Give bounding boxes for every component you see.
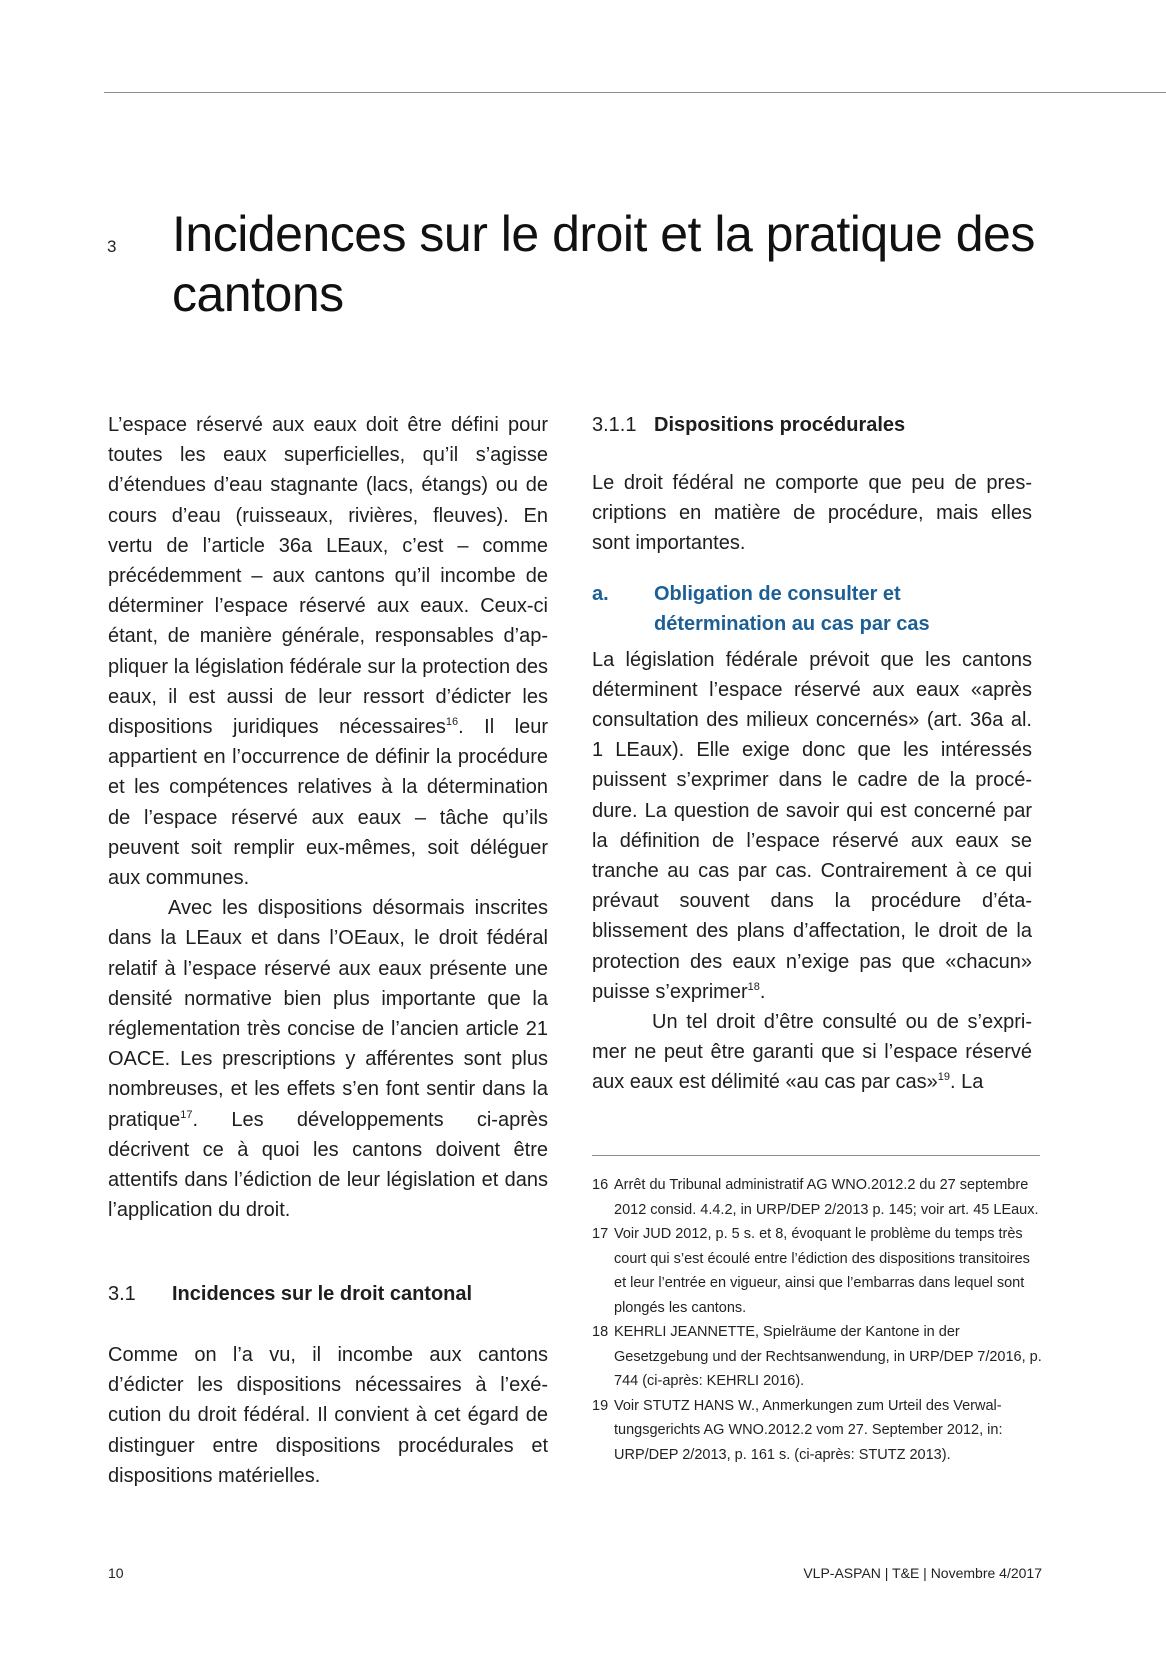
section-title: Incidences sur le droit cantonal	[172, 1283, 473, 1305]
footnote-16	[592, 1173, 1042, 1222]
footnote-rule	[592, 1155, 1040, 1156]
footnote-ref[interactable]: 19	[937, 1071, 951, 1084]
subheading-line: Obligation de consulter et	[654, 582, 901, 605]
section-number: 3.1	[108, 1283, 136, 1305]
footnote-text: Voir JUD 2012, p. 5 s. et 8, évoquant le problème du temps très court qui s’est écoulé entre l’édiction des dispositions transitoires et leur l’entrée en vigueur, ainsi que l’embarras dans lequel sont plongés les cantons.	[614, 1226, 1030, 1316]
footnote-ref[interactable]: 17	[180, 1108, 193, 1121]
paragraph-text: . Les développements ci-après décrivent ce à quoi les cantons doivent être attentifs dans l’édiction de leur législation et dans l’application du droit.	[108, 1108, 548, 1222]
subsection-title: Dispositions procédurales	[654, 414, 906, 436]
footnote-number: 17	[592, 1226, 609, 1242]
footnote-number: 18	[592, 1324, 609, 1340]
left-column	[108, 410, 548, 1225]
body-paragraph	[592, 645, 1032, 1007]
footnote-text: Voir STUTZ HANS W., Anmerkungen zum Urteil des Verwaltungsgerichts AG WNO.2012.2 vom 27. September 2012, in: URP/DEP 2/2013, p. 161 s. (ci-après: STUTZ 2013).	[614, 1397, 1003, 1463]
chapter-title: Incidences sur le droit et la pratique des cantons	[172, 206, 1035, 322]
subsection-number: 3.1.1	[592, 414, 637, 436]
footnotes	[592, 1173, 1042, 1467]
page-number: 10	[108, 1565, 124, 1581]
subheading-title	[654, 579, 930, 639]
body-paragraph	[108, 893, 548, 1225]
section-heading	[108, 1283, 472, 1306]
paragraph-text: . La	[950, 1071, 984, 1094]
subsection-heading	[592, 410, 1032, 440]
section-body	[108, 1340, 548, 1491]
paragraph-text: Un tel droit d’être consulté ou de s’exprimer ne peut être garanti que si l’espace réservé aux eaux est délimité «au cas par cas»	[592, 1011, 1032, 1094]
body-paragraph	[108, 410, 548, 893]
paragraph-text: .	[759, 980, 766, 1003]
footnote-text: KEHRLI JEANNETTE, Spielräume der Kantone in der Gesetzgebung und der Rechtsanwendung, in URP/DEP 7/2016, p. 744 (ci-après: KEHRLI 2016).	[614, 1324, 1042, 1389]
footnote-ref[interactable]: 16	[445, 716, 459, 729]
paragraph-text: Avec les dispositions désormais inscrites dans la LEaux et dans l’OEaux, le droit fédéral relatif à l’espace réservé aux eaux présente une densité normative bien plus importante que la réglementation très concise de l’ancien article 21 OACE. Les prescriptions y afférentes sont plus nombreuses, et les effets s’en font sentir dans la pratique	[108, 897, 548, 1131]
footnote-19	[592, 1394, 1042, 1468]
paragraph-text: La législation fédérale prévoit que les cantons déterminent l’espace réservé aux eaux «après consultation des milieux concernés» (art. 36a al. 1 LEaux). Elle exige donc que les intéressés puissent s’exprimer dans le cadre de la procédure. La question de savoir qui est concerné par la définition de l’espace réservé aux eaux se tranche au cas par cas. Contrairement à ce qui prévaut souvent dans la procédure d’établissement des plans d’affectation, le droit de la protection des eaux n’exige pas que «chacun» puisse s’exprimer	[592, 648, 1032, 1003]
subheading-a	[592, 579, 1032, 639]
header-rule	[104, 92, 1166, 93]
footnote-number: 19	[592, 1397, 609, 1414]
chapter-number: 3	[107, 237, 117, 256]
footnote-17	[592, 1222, 1042, 1320]
paragraph-text: . Il leur appartient en l’occurrence de définir la procédure et les compétences relatives à la détermination de l’espace réservé aux eaux – tâche qu’ils peuvent soit remplir eux-mêmes, soit déléguer aux communes.	[108, 716, 548, 890]
body-paragraph	[592, 1007, 1032, 1098]
body-paragraph: Le droit fédéral ne comporte que peu de prescriptions en matière de procédure, mais elles sont importantes.	[592, 472, 1032, 555]
subheading-letter: a.	[592, 582, 609, 605]
footnote-text: Arrêt du Tribunal administratif AG WNO.2012.2 du 27 septembre 2012 consid. 4.4.2, in URP/DEP 2/2013 p. 145; voir art. 45 LEaux.	[614, 1177, 1039, 1218]
paragraph-text: L’espace réservé aux eaux doit être défini pour toutes les eaux superficielles, qu’il s’agisse d’étendues d’eau stagnante (lacs, étangs) ou de cours d’eau (ruisseaux, rivières, fleuves). En vertu de l’article 36a LEaux, c’est – comme précédemment – aux cantons qu’il incombe de déterminer l’espace réservé aux eaux. Ceux-ci étant, de manière générale, responsables d’appliquer la législation fédérale sur la protection des eaux, il est aussi de leur ressort d’édicter les dispositions juridiques nécessaires	[108, 414, 548, 739]
body-paragraph: Comme on l’a vu, il incombe aux cantons d’édicter les dispositions nécessaires à l’exécution du droit fédéral. Il convient à cet égard de distinguer entre dispositions procédurales et dispositions matérielles.	[108, 1344, 548, 1487]
publication-info: VLP-ASPAN | T&E | Novembre 4/2017	[803, 1565, 1042, 1581]
footnote-number: 16	[592, 1177, 609, 1193]
footnote-18	[592, 1320, 1042, 1394]
footnote-ref[interactable]: 18	[747, 980, 760, 993]
right-column	[592, 410, 1032, 1098]
subheading-line: détermination au cas par cas	[654, 612, 930, 635]
